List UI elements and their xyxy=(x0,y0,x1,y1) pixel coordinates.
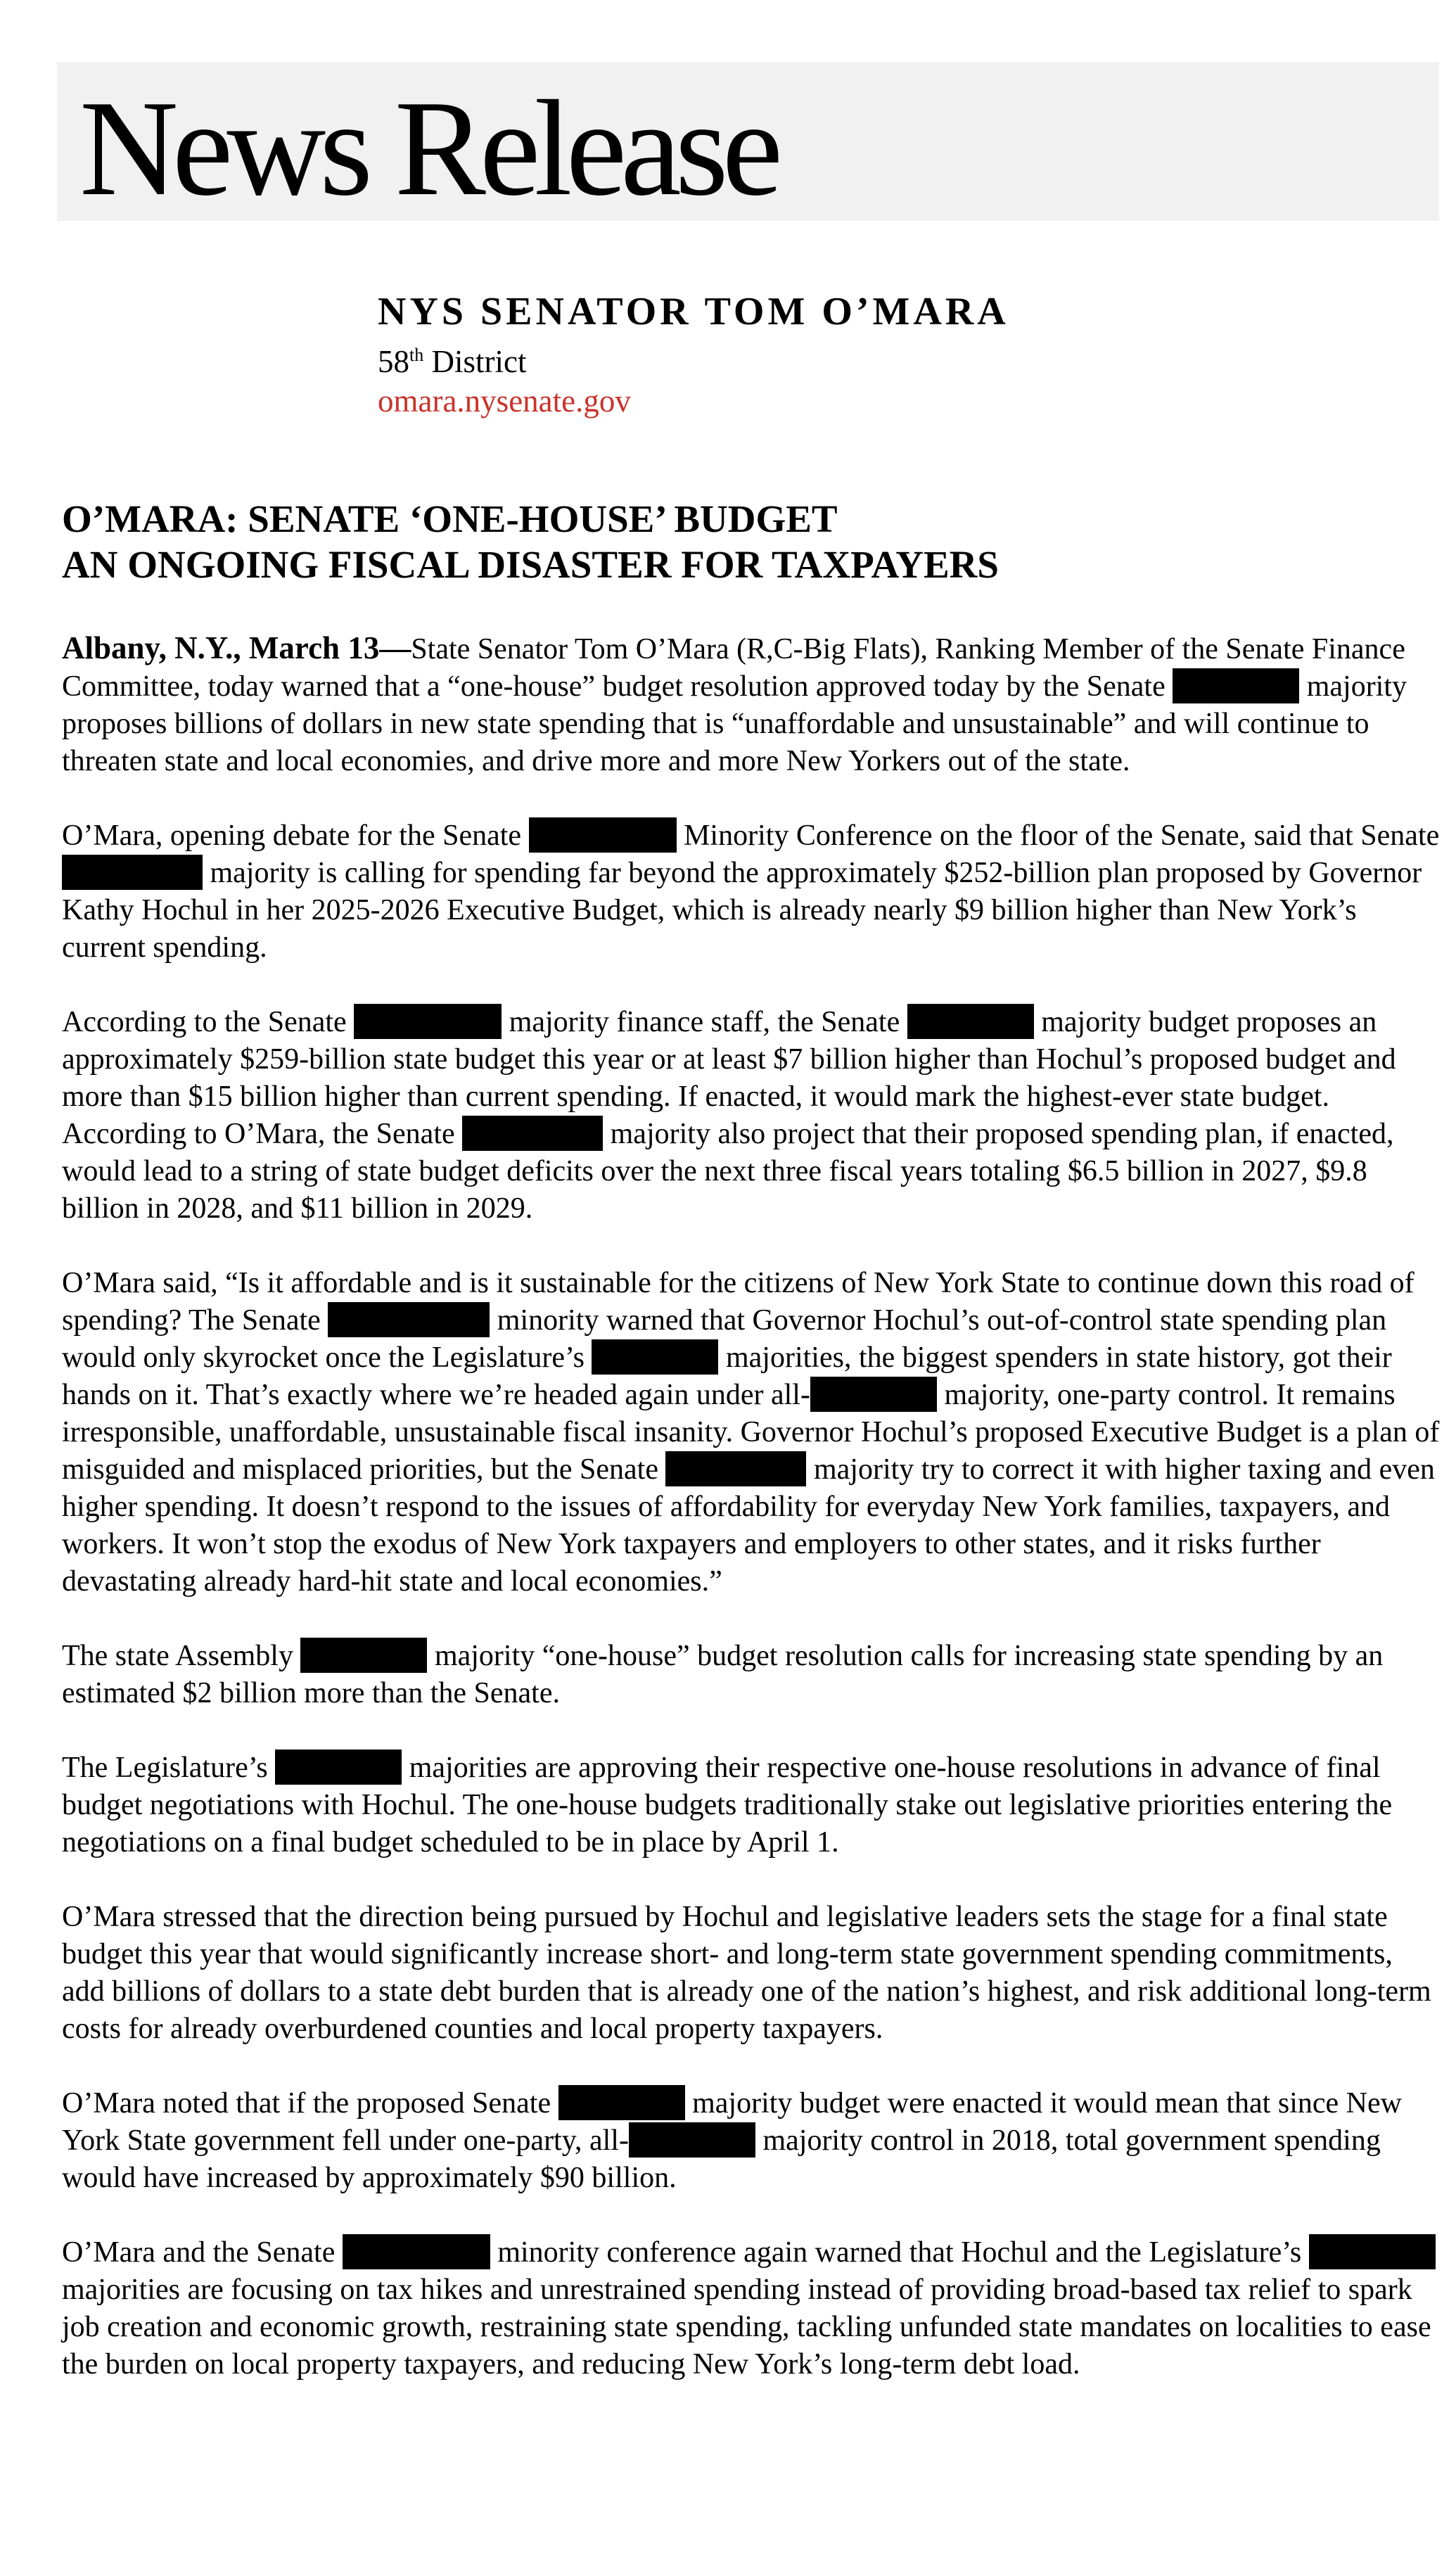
p9-text-c: majorities are focusing on tax hikes and unrestrained spending instead of providing broad-based tax relief to spark job creation and economic growth, restraining state spending, tackling unfunded state mandates on localities to ease the burden on local property taxpayers, and reducing New York’s long-term debt load. xyxy=(62,2274,1431,2381)
p9-text-b: minority conference again warned that Hochul and the Legislature’s xyxy=(497,2236,1302,2269)
redaction-box xyxy=(1309,2234,1436,2269)
p6-text-a: The Legislature’s xyxy=(62,1752,268,1784)
redaction-box xyxy=(354,1004,502,1039)
p2-text-b: Minority Conference on the floor of the Senate, said that Senate xyxy=(684,820,1440,852)
p8-text-c: majority control in 2018, total government spending would have increased by approximately $90 billion. xyxy=(62,2124,1381,2194)
senator-block xyxy=(378,292,1009,420)
news-release-banner xyxy=(57,62,1439,224)
district-word: District xyxy=(431,344,527,379)
district-number: 58 xyxy=(378,344,409,379)
p5-text-b: majority “one-house” budget resolution calls for increasing state spending by an estimated $2 billion more than the Senate. xyxy=(62,1640,1384,1709)
headline-line-1: O’MARA: SENATE ‘ONE-HOUSE’ BUDGET xyxy=(62,497,838,540)
redaction-box xyxy=(62,855,203,890)
paragraph-8 xyxy=(62,2085,1441,2197)
dateline: Albany, N.Y., March 13— xyxy=(62,630,411,665)
p5-text-a: The state Assembly xyxy=(62,1640,293,1672)
p2-text-c: majority is calling for spending far beyond the approximately $252-billion plan proposed by Governor Kathy Hochul in her 2025-2026 Executive Budget, which is already nearly $9 billion higher than New York’s current spending. xyxy=(62,857,1422,964)
redaction-box xyxy=(529,817,677,853)
release-body xyxy=(62,630,1441,2421)
redaction-box xyxy=(343,2234,490,2269)
headline xyxy=(62,496,999,587)
redaction-box xyxy=(558,2085,685,2120)
p4-text-d: majority, one-party control. It remains irresponsible, unaffordable, unsustainable fiscal insanity. Governor Hochul’s proposed Executive Budget is a plan of misguided and misplaced priorities, but the Senate xyxy=(62,1379,1440,1486)
p1-text-a: State Senator Tom O’Mara (R,C-Big Flats), Ranking Member of the Senate Finance Committee, today warned that a “one-house” budget resolution approved today by the Senate xyxy=(62,633,1405,703)
paragraph-1 xyxy=(62,630,1441,780)
redaction-box xyxy=(810,1377,937,1412)
redaction-box xyxy=(328,1302,490,1337)
headline-line-2: AN ONGOING FISCAL DISASTER FOR TAXPAYERS xyxy=(62,543,999,586)
paragraph-5 xyxy=(62,1638,1441,1712)
redaction-box xyxy=(300,1638,427,1673)
banner-title: News Release xyxy=(79,72,777,224)
redaction-box xyxy=(665,1451,806,1486)
p6-text-b: majorities are approving their respective one-house resolutions in advance of final budget negotiations with Hochul. The one-house budgets traditionally stake out legislative priorities entering the negotiations on a final budget scheduled to be in place by April 1. xyxy=(62,1752,1393,1859)
p3-text-a: According to the Senate xyxy=(62,1006,347,1038)
redaction-box xyxy=(462,1116,603,1151)
p4-text-e: majority try to correct it with higher taxing and even higher spending. It doesn’t respond to the issues of affordability for everyday New York families, taxpayers, and workers. It won’t stop the exodus of New York taxpayers and employers to other states, and it risks further devastating already hard-hit state and local economies.” xyxy=(62,1453,1435,1598)
p4-text-a: O’Mara said, “Is it affordable and is it sustainable for the citizens of New York State to continue down this road of spending? The Senate xyxy=(62,1267,1415,1337)
p3-text-d: majority also project that their proposed spending plan, if enacted, would lead to a string of state budget deficits over the next three fiscal years totaling $6.5 billion in 2027, $9.8 billion in 2028, and $11 billion in 2029. xyxy=(62,1118,1394,1225)
senator-website: omara.nysenate.gov xyxy=(378,383,631,419)
redaction-box xyxy=(907,1004,1034,1039)
paragraph-3 xyxy=(62,1004,1441,1228)
redaction-box xyxy=(275,1750,402,1785)
p9-text-a: O’Mara and the Senate xyxy=(62,2236,336,2269)
paragraph-7 xyxy=(62,1899,1441,2048)
paragraph-2 xyxy=(62,817,1441,967)
p7-text-a: O’Mara stressed that the direction being pursued by Hochul and legislative leaders sets the stage for a final state budget this year that would significantly increase short- and long-term state government spending commitments, add billions of dollars to a state debt burden that is already one of the nation’s highest, and risk additional long-term costs for already overburdened counties and local property taxpayers. xyxy=(62,1901,1431,2045)
p3-text-b: majority finance staff, the Senate xyxy=(509,1006,900,1038)
paragraph-9 xyxy=(62,2234,1441,2383)
district-line xyxy=(378,343,1009,381)
p1-text-b: majority proposes billions of dollars in new state spending that is “unaffordable and unsustainable” and will continue to threaten state and local economies, and drive more and more New Yorkers out of the state. xyxy=(62,670,1407,777)
paragraph-6 xyxy=(62,1750,1441,1861)
p8-text-b: majority budget were enacted it would mean that since New York State government fell under one-party, all- xyxy=(62,2087,1402,2157)
senator-name: NYS SENATOR TOM O’MARA xyxy=(378,290,1009,333)
redaction-box xyxy=(629,2122,755,2158)
p4-text-c: majorities, the biggest spenders in state history, got their hands on it. That’s exactly where we’re headed again under all- xyxy=(62,1341,1392,1411)
paragraph-4 xyxy=(62,1265,1441,1600)
p8-text-a: O’Mara noted that if the proposed Senate xyxy=(62,2087,551,2120)
redaction-box xyxy=(592,1339,718,1375)
p4-text-b: minority warned that Governor Hochul’s out-of-control state spending plan would only skyrocket once the Legislature’s xyxy=(62,1304,1387,1374)
p3-text-c: majority budget proposes an approximately $259-billion state budget this year or at least $7 billion higher than Hochul’s proposed budget and more than $15 billion higher than current spending. If enacted, it would mark the highest-ever state budget. According to O’Mara, the Senate xyxy=(62,1006,1396,1150)
redaction-box xyxy=(1173,668,1299,703)
p2-text-a: O’Mara, opening debate for the Senate xyxy=(62,820,522,852)
district-suffix: th xyxy=(409,345,424,365)
